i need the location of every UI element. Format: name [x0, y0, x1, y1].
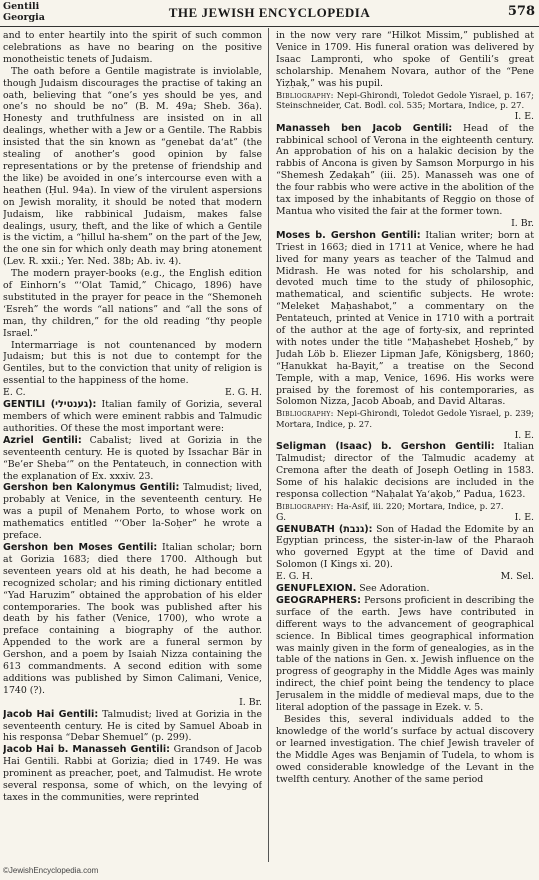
bibliography-label: Bibliography:: [276, 408, 334, 419]
article-headword: Jacob Hai b. Manasseh Gentili:: [3, 744, 170, 756]
article-text: Italian Talmudist; director of the Talmudic academy at Cremona after the death of Joseph Oetling in 1583. Some of his halakic decisions are included in the responsa collection “Naḥalat Ya‘aḳob,” Padua, 1623.: [276, 441, 534, 501]
signature-line: [3, 387, 262, 399]
signature-initials: M. Sel.: [500, 571, 534, 583]
article-entry-gentili: [3, 399, 262, 435]
signature-line: [3, 697, 262, 709]
article-text: Italian family of Gorizia, several members of which were eminent rabbis and Talmudic authorities. Of these the most important were:: [3, 399, 262, 434]
signature-initials: I. E.: [514, 110, 534, 122]
article-headword: Gershon ben Kalonymus Gentili:: [3, 482, 180, 494]
paragraph: and to enter heartily into the spirit of such common celebrations as have no bearing on the positive monotheistic tenets of Judaism.: [3, 30, 262, 65]
article-text: Grandson of Jacob Hai Gentili. Rabbi at Gorizia; died in 1749. He was prominent as preacher, poet, and Talmudist. He wrote several responsa, some of which, on the levying of taxes in the communities, were reprinted: [3, 744, 262, 803]
article-text: Talmudist; lived, probably at Venice, in the seventeenth century. He was a pupil of Menahem Porto, to whose work on mathematics entitled “‘Ober la-Soḥer” he wrote a preface.: [3, 482, 262, 542]
article-headword: GENTILI (גענטילי):: [3, 399, 97, 411]
article-entry-genuflexion: [276, 583, 534, 595]
article-headword: Manasseh ben Jacob Gentili:: [276, 122, 453, 134]
paragraph: The modern prayer-books (e.g., the English edition of Einhorn’s “‘Olat Tamid,” Chicago, 1896) have substituted in the prayer for peace in the “Shemoneh ‘Esreh” the words “all nations” and “all the sons of man, thy children,” for the old reading “thy people Israel.”: [3, 268, 262, 339]
article-entry-azriel: [3, 435, 262, 483]
signature-line: [276, 218, 534, 230]
paragraph: in the now very rare “Hilkot Missim,” published at Venice in 1709. His funeral oration was delivered by Isaac Lampronti, who spoke of Gentili’s great scholarship. Menahem Novara, author of the “Pene Yiẓḥaḳ,” was his pupil.: [276, 30, 534, 89]
signature-initials: E. G. H.: [276, 571, 313, 583]
running-head-last: Georgia: [3, 12, 45, 23]
cross-reference: See Adoration.: [356, 583, 430, 595]
article-text: Head of the rabbinical school of Verona in the eighteenth century. An approbation of his on a halakic decision by the rabbis of Ancona is given by Samson Morpurgo in his “Shemesh Ẓedaḳah” (iii. 25). Manasseh was one of the four rabbis who were active in the abolition of the tax imposed by the inhabitants of Reggio on those of Mantua who visited the fair at the former town.: [276, 122, 534, 217]
signature-initials: E. G. H.: [225, 387, 262, 399]
journal-title: THE JEWISH ENCYCLOPEDIA: [168, 5, 371, 20]
right-column: [276, 30, 534, 862]
signature-line: [276, 111, 534, 123]
article-text: Italian scholar; born at Gorizia 1683; died there 1700. Although but seventeen years old at his death, he had become a recognized scholar; and his riming dictionary entitled “Yad Haruzim” obtained the approbation of his elder contemporaries. The book was published after his death by his father (Venice, 1700), who wrote a preface containing a biography of the author. Appended to the work are a funeral sermon by Gershon, and a poem by Isaiah Nizza containing the 613 commandments. A second edition with some additions was published by Simon Calimani, Venice, 1740 (?).: [3, 541, 262, 696]
article-entry-jacob-hai-manasseh: [3, 744, 262, 804]
article-headword: Jacob Hai Gentili:: [3, 708, 99, 720]
article-text: Cabalist; lived at Gorizia in the seventeenth century. He is quoted by Issachar Bär in “Be’er Sheba‘” on the Pentateuch, in connection with the explanation of Ex. xxxiv. 23.: [3, 434, 262, 482]
article-text: Italian writer; born at Triest in 1663; died in 1711 at Venice, where he had lived for many years as teacher of the Talmud and Midrash. He was noted for his scholarship, and devoted much time to the study of philosophic, mathematical, and scientific subjects. He wrote: “Meleket Maḥashabot,” a commentary on the Pentateuch, printed at Venice in 1710 with a portrait of the author at the age of forty-six, and reprinted with notes under the title “Maḥashebet Ḥosheb,” by Judah Löb b. Eliezer Lipman Jafe, Königsberg, 1860; “Ḥanukkat ha-Bayit,” a treatise on the Second Temple, with a map, Venice, 1696. His works were praised by the foremost of his contemporaries, as Solomon Nizza, Jacob Aboab, and David Altaras.: [276, 229, 534, 408]
article-entry-manasseh: [276, 123, 534, 218]
signature-initials: I. Br.: [239, 696, 262, 708]
article-headword: Gershon ben Moses Gentili:: [3, 541, 158, 553]
article-entry-jacob-hai: [3, 709, 262, 745]
signature-initials: I. E.: [514, 511, 534, 523]
signature-initials: E. C.: [3, 387, 26, 399]
article-entry-seligman: [276, 441, 534, 501]
bibliography: [276, 408, 534, 429]
site-watermark: ©JewishEncyclopedia.com: [3, 866, 99, 875]
left-column: [3, 30, 262, 862]
article-entry-moses-gershon: [276, 230, 534, 409]
page-number: 578: [507, 4, 535, 19]
article-entry-geographers: [276, 595, 534, 714]
article-entry-gershon-kalonymus: [3, 482, 262, 542]
paragraph: Intermarriage is not countenanced by modern Judaism; but this is not due to contempt for the Gentiles, but to the conviction that unity of religion is essential to the happiness of the home.: [3, 339, 262, 387]
bibliography-label: Bibliography:: [276, 89, 334, 100]
article-entry-genubath: [276, 524, 534, 572]
bibliography: [276, 501, 534, 512]
bibliography-text: Nepi-Ghirondi, Toledot Gedole Yisrael, p. 167; Steinschneider, Cat. Bodl. col. 535; Mortara, Indice, p. 27.: [276, 89, 534, 111]
signature-line: [276, 512, 534, 524]
signature-initials: I. E.: [514, 429, 534, 441]
signature-line: [276, 430, 534, 442]
article-text: Son of Hadad the Edomite by an Egyptian princess, the sister-in-law of the Pharaoh who governed Egypt at the time of David and Solomon (I Kings xi. 20).: [276, 523, 534, 571]
article-text: Persons proficient in describing the surface of the earth. Jews have contributed in different ways to the advancement of geographical science. In Biblical times geographical information was mainly given in the form of genealogies, as in the table of the nations in Gen. x. Jewish influence on the progress of geography in the Middle Ages was mainly indirect, the chief point being the tendency to place Jerusalem in the middle of medieval maps, due to the literal adoption of the passage in Ezek. v. 5.: [276, 594, 534, 714]
article-headword: Moses b. Gershon Gentili:: [276, 229, 421, 241]
article-entry-gershon-moses: [3, 542, 262, 697]
bibliography-text: Nepi-Ghirondi, Toledot Gedole Yisrael, p. 239; Mortara, Indice, p. 27.: [276, 408, 534, 429]
paragraph: Besides this, several individuals added to the knowledge of the world’s surface by actual discovery or learned investigation. The chief Jewish traveler of the Middle Ages was Benjamin of Tudela, to whom is owed considerable knowledge of the Levant in the twelfth century. Another of the same period: [276, 714, 534, 785]
signature-line: [276, 571, 534, 583]
paragraph: The oath before a Gentile magistrate is inviolable, though Judaism discourages the practise of taking an oath, believing that “one’s yes should be yes, and one’s no should be no” (B. M. 49a; Sheb. 36a). Honesty and truthfulness are insisted on in all dealings, whether with a Jew or a Gentile. The Rabbis insisted that the sin known as “genebat da‘at” (the stealing of another’s good opinion by false representations or by the pretense of friendship and the like) be avoided in one’s intercourse even with a heathen (Ḥul. 94a). In view of the virulent aspersions on Jewish morality, it should be noted that modern Judaism, like rabbinical Judaism, makes false dealings, usury, theft, and the like of which a Gentile is the victim, a “ḥillul ha-shem” on the part of the Jew, the one sin for which only death may bring atonement (Lev. R. xxii.; Yer. Ned. 38b; Ab. iv. 4).: [3, 65, 262, 268]
bibliography: [276, 90, 534, 111]
article-headword: GENUFLEXION.: [276, 583, 357, 595]
article-headword: Azriel Gentili:: [3, 434, 82, 446]
bibliography-text: Ha-Asif, iii. 220; Mortara, Indice, p. 27.: [333, 501, 504, 511]
article-headword: GENUBATH (גנבת):: [276, 523, 373, 535]
running-head-first: Gentili: [3, 1, 40, 12]
column-divider: [268, 28, 269, 862]
signature-initials: I. Br.: [511, 217, 534, 229]
article-text: Talmudist; lived at Gorizia in the seventeenth century. He is cited by Samuel Aboab in his responsa “Debar Shemuel” (p. 299).: [3, 708, 262, 744]
bibliography-label: Bibliography:: [276, 501, 334, 511]
signature-initials: G.: [276, 511, 287, 523]
article-headword: GEOGRAPHERS:: [276, 594, 362, 606]
article-headword: Seligman (Isaac) b. Gershon Gentili:: [276, 441, 495, 453]
page-header: [0, 0, 539, 27]
